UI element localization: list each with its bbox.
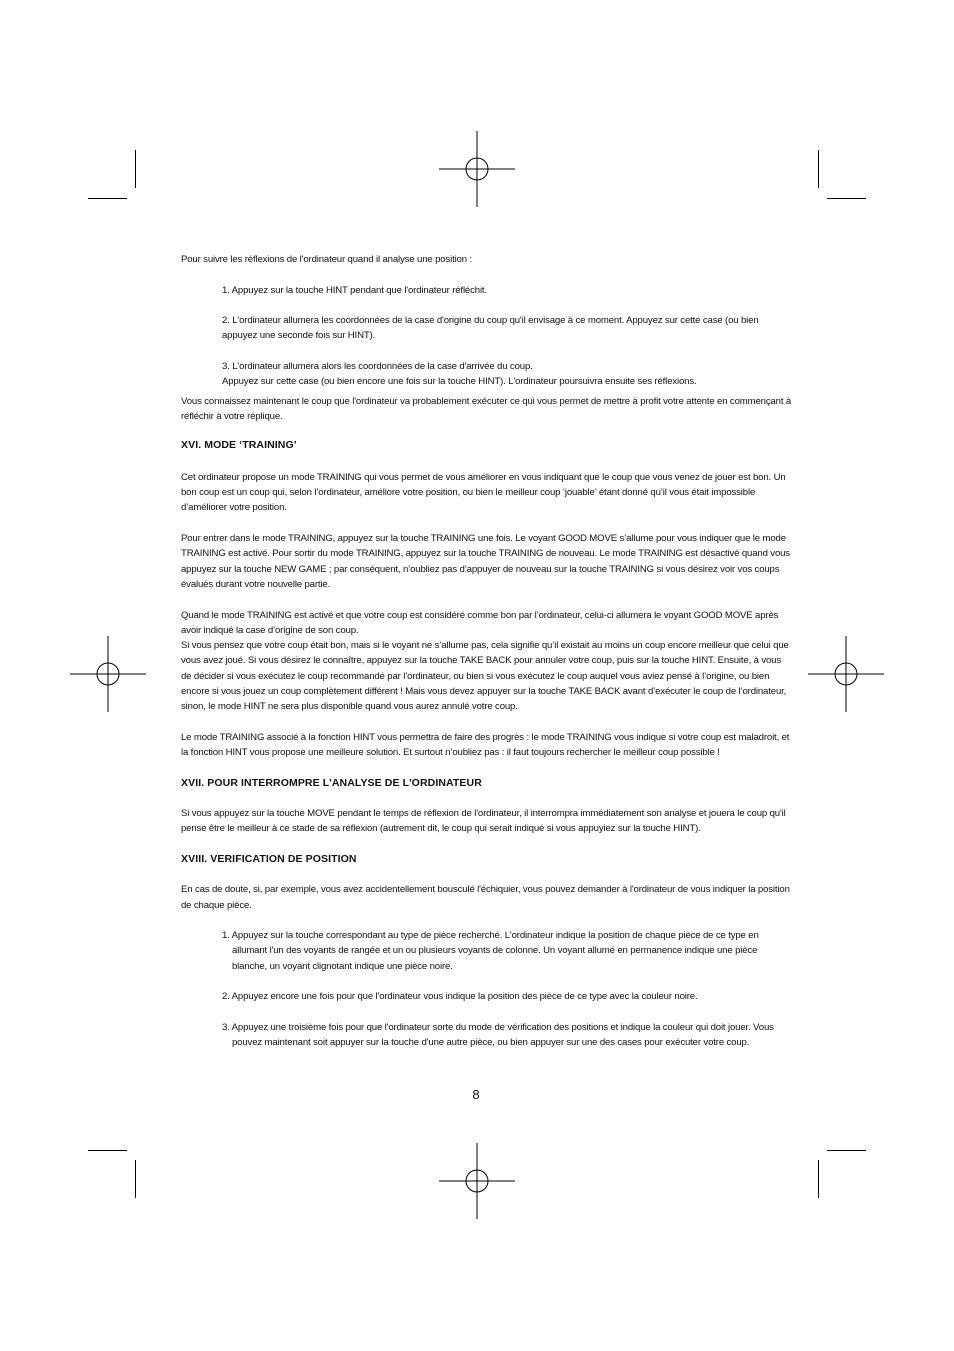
crop-mark (88, 198, 127, 199)
hint-step-2: 2. L'ordinateur allumera les coordonnées de la case d'origine du coup qu'il envisage à ce moment. Appuyez sur cette case (ou bien appuyez une seconde fois sur HINT). (222, 315, 759, 342)
page-content (181, 252, 793, 1051)
verification-step-1: 1. Appuyez sur la touche correspondant au type de pièce recherché. L'ordinateur indique la position de chaque pièce de ce type en allumant l'un des voyants de rangée et un ou plusieurs voyants de colonne. Un voyant allumé en permanence indique une pièce blanche, un voyant clignotant indique une pièce noire. (222, 930, 759, 972)
section-16-heading: XVI. MODE ‘TRAINING’ (181, 439, 297, 452)
page-number: 8 (472, 1087, 480, 1102)
crop-mark (827, 198, 866, 199)
section-16-paragraph-3: Quand le mode TRAINING est activé et que votre coup est considéré comme bon par l’ordinateur, celui-ci allumera le voyant GOOD MOVE après avoir indiqué la case d’origine de son coup. (181, 609, 779, 636)
section-17-heading: XVII. POUR INTERROMPRE L'ANALYSE DE L'ORDINATEUR (181, 776, 482, 789)
section-18-heading: XVIII. VERIFICATION DE POSITION (181, 852, 357, 865)
crop-mark (135, 1160, 136, 1198)
crop-mark (818, 1160, 819, 1198)
crop-mark (135, 150, 136, 188)
hint-conclusion: Vous connaissez maintenant le coup que l'ordinateur va probablement exécuter ce qui vous permet de mettre à profit votre attente en commençant à réfléchir à votre réplique. (181, 395, 792, 422)
verification-step-3: 3. Appuyez une troisième fois pour que l'ordinateur sorte du mode de vérification des positions et indique la couleur qui doit jouer. Vous pouvez maintenant soit appuyer sur la touche d'une autre pièce, ou bien appuyer sur une des cases pour exécuter votre coup. (222, 1021, 774, 1049)
registration-mark-right (808, 636, 884, 712)
section-18-paragraph-1: En cas de doute, si, par exemple, vous avez accidentellement bousculé l'échiquier, vous pouvez demander à l'ordinateur de vous indiquer la position de chaque pièce. (181, 884, 790, 911)
section-16-paragraph-4: Si vous pensez que votre coup était bon, mais si le voyant ne s’allume pas, cela signifie qu’il existait au moins un coup encore meilleur que celui que vous avez joué. Si vous désirez le connaître, appuyez sur la touche TAKE BACK pour annuler votre coup, puis sur la touche HINT. Ensuite, à vous de décider si vous exécutez le coup recommandé par l’ordinateur, ou bien si vous exécutez le coup auquel vous aviez pensé à l’origine, ou bien encore si vous jouez un coup complètement différent ! Mais vous devez appuyer sur la touche TAKE BACK avant d’exécuter le coup de l’ordinateur, sinon, le mode HINT ne sera plus disponible quand vous aurez annulé votre coup. (181, 640, 789, 713)
hint-step-3: 3. L'ordinateur allumera alors les coordonnées de la case d'arrivée du coup. (222, 361, 533, 373)
intro-paragraph: Pour suivre les réflexions de l'ordinateur quand il analyse une position : (181, 254, 472, 265)
crop-mark (88, 1150, 127, 1151)
crop-mark (818, 150, 819, 188)
verification-step-2: 2. Appuyez encore une fois pour que l'ordinateur vous indique la position des pièce de ce type avec la couleur noire. (222, 991, 698, 1003)
section-16-paragraph-2: Pour entrer dans le mode TRAINING, appuyez sur la touche TRAINING une fois. Le voyant GOOD MOVE s’allume pour vous indiquer que le mode TRAINING est activé. Pour sortir du mode TRAINING, appuyez sur la touche TRAINING de nouveau. Le mode TRAINING est désactivé quand vous appuyez sur la touche NEW GAME ; par conséquent, n’oubliez pas d’appuyer de nouveau sur la touche TRAINING si vous désirez voir vos coups évalués durant votre nouvelle partie. (181, 533, 790, 590)
registration-mark-left (70, 636, 146, 712)
crop-mark (827, 1150, 866, 1151)
section-16-paragraph-5: Le mode TRAINING associé à la fonction HINT vous permettra de faire des progrès : le mode TRAINING vous indique si votre coup est maladroit, et la fonction HINT vous propose une meilleure solution. Et surtout n’oubliez pas : il faut toujours rechercher le meilleur coup possible ! (181, 731, 790, 759)
section-16-paragraph-1: Cet ordinateur propose un mode TRAINING qui vous permet de vous améliorer en vous indiquant que le coup que vous venez de jouer est bon. Un bon coup est un coup qui, selon l’ordinateur, améliore votre position, ou bien le meilleur coup ‘jouable’ étant donné qu’il vous était impossible d’améliorer votre position. (181, 471, 786, 514)
registration-mark-bottom (439, 1143, 515, 1219)
hint-step-3-continued: Appuyez sur cette case (ou bien encore une fois sur la touche HINT). L'ordinateur poursuivra ensuite ses réflexions. (222, 376, 697, 388)
hint-step-1: 1. Appuyez sur la touche HINT pendant que l'ordinateur réfléchit. (222, 284, 487, 296)
registration-mark-top (439, 131, 515, 207)
section-17-paragraph-1: Si vous appuyez sur la touche MOVE pendant le temps de réflexion de l'ordinateur, il interrompra immédiatement son analyse et jouera le coup qu'il pense être le meilleur à ce stade de sa réflexion (autrement dit, le coup qui serait indiqué si vous appuyiez sur la touche HINT). (181, 808, 786, 835)
